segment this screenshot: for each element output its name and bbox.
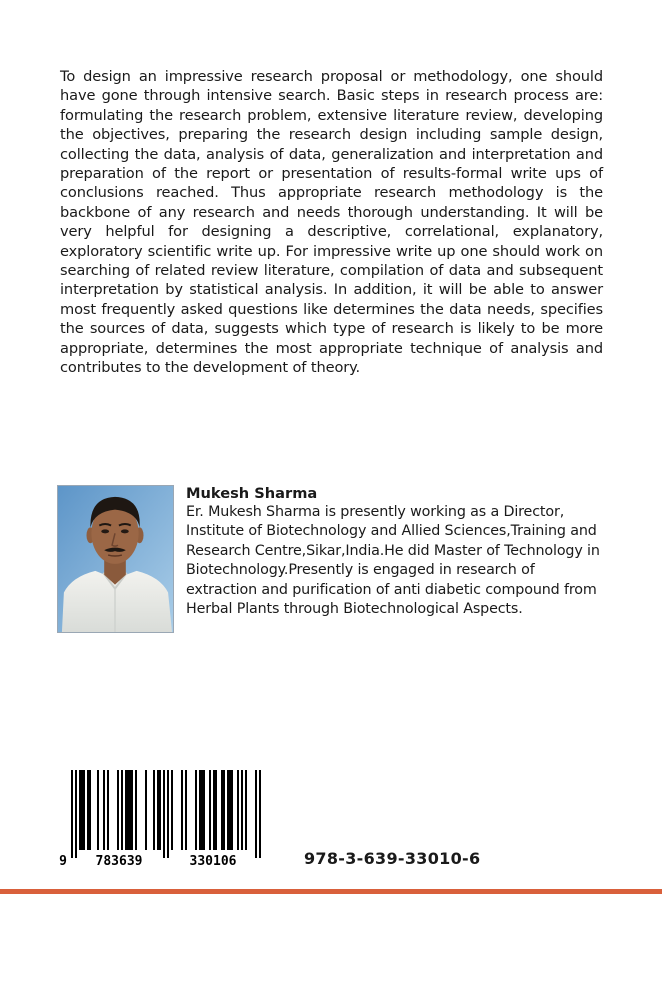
- barcode-bar: [83, 770, 85, 850]
- barcode-bar: [213, 770, 215, 850]
- barcode-bar: [159, 770, 161, 850]
- barcode-bar: [255, 770, 257, 858]
- barcode-bar: [153, 770, 155, 850]
- author-photo: [57, 485, 174, 633]
- author-bio-line: Er. Mukesh Sharma is presently working as a Director,: [186, 504, 565, 520]
- barcode-bar: [229, 770, 231, 850]
- barcode-bar: [129, 770, 131, 850]
- barcode-bar: [227, 770, 229, 850]
- barcode-bar: [245, 770, 247, 850]
- barcode-bar: [215, 770, 217, 850]
- barcode-bar: [127, 770, 129, 850]
- barcode-bar: [185, 770, 187, 850]
- author-name: Mukesh Sharma: [186, 485, 318, 502]
- barcode-bar: [201, 770, 203, 850]
- barcode-bar: [163, 770, 165, 858]
- footer-rule: [0, 889, 662, 894]
- barcode-bar: [157, 770, 159, 850]
- barcode-bar: [81, 770, 83, 850]
- author-bio-line: Biotechnology.Presently is engaged in research of: [186, 562, 535, 579]
- barcode-bar: [89, 770, 91, 850]
- isbn-barcode: [59, 768, 264, 868]
- barcode-bar: [241, 770, 243, 850]
- barcode-bar: [167, 770, 169, 858]
- barcode-bar: [145, 770, 147, 850]
- back-cover-blurb: To design an impressive research proposal or methodology, one should have gone through intensive search. Basic steps in research process are: formulating the research problem, extensive literature review, developing the objectives, preparing the research design including sample design, collecting the data, analysis of data, generalization and interpretation and preparation of the report or presentation of results-formal write ups of conclusions reached. Thus appropriate research methodology is the backbone of any research and needs thorough understanding. It will be very helpful for designing a descriptive, correlational, explanatory, exploratory scientific write up. For impressive write up one should work on searching of related review literature, compilation of data and subsequent interpretation by statistical analysis. In addition, it will be able to answer most frequently asked questions like determines the data needs, specifies the sources of data, suggests which type of research is likely to be more appropriate, determines the most appropriate technique of analysis and contributes to the development of theory.: [60, 68, 603, 377]
- barcode-bar: [97, 770, 99, 850]
- isbn-number: 978-3-639-33010-6: [304, 849, 481, 868]
- barcode-bar: [125, 770, 127, 850]
- barcode-digits: 783639: [95, 854, 143, 868]
- barcode-bar: [181, 770, 183, 850]
- author-bio: [186, 503, 616, 619]
- barcode-digits: 330106: [189, 854, 237, 868]
- barcode-bar: [117, 770, 119, 850]
- barcode-bar: [231, 770, 233, 850]
- author-bio-line: Research Centre,Sikar,India.He did Master of Technology in: [186, 542, 600, 559]
- barcode-bar: [203, 770, 205, 850]
- barcode-bar: [107, 770, 109, 850]
- barcode-bar: [221, 770, 223, 850]
- author-bio-line: Institute of Biotechnology and Allied Sciences,Training and: [186, 523, 597, 540]
- barcode-bar: [237, 770, 239, 850]
- barcode-bar: [209, 770, 211, 850]
- barcode-bar: [195, 770, 197, 850]
- barcode-bar: [87, 770, 89, 850]
- author-bio-line: extraction and purification of anti diabetic compound from: [186, 581, 597, 598]
- barcode-bar: [121, 770, 123, 850]
- barcode-bar: [71, 770, 73, 858]
- barcode-bar: [75, 770, 77, 858]
- barcode-bar: [103, 770, 105, 850]
- barcode-bar: [199, 770, 201, 850]
- barcode-bar: [259, 770, 261, 858]
- barcode-bar: [171, 770, 173, 850]
- author-bio-line: Herbal Plants through Biotechnological Aspects.: [186, 601, 523, 618]
- barcode-digits: 9: [59, 854, 67, 868]
- barcode-bar: [223, 770, 225, 850]
- barcode-bar: [79, 770, 81, 850]
- barcode-bar: [131, 770, 133, 850]
- barcode-bar: [135, 770, 137, 850]
